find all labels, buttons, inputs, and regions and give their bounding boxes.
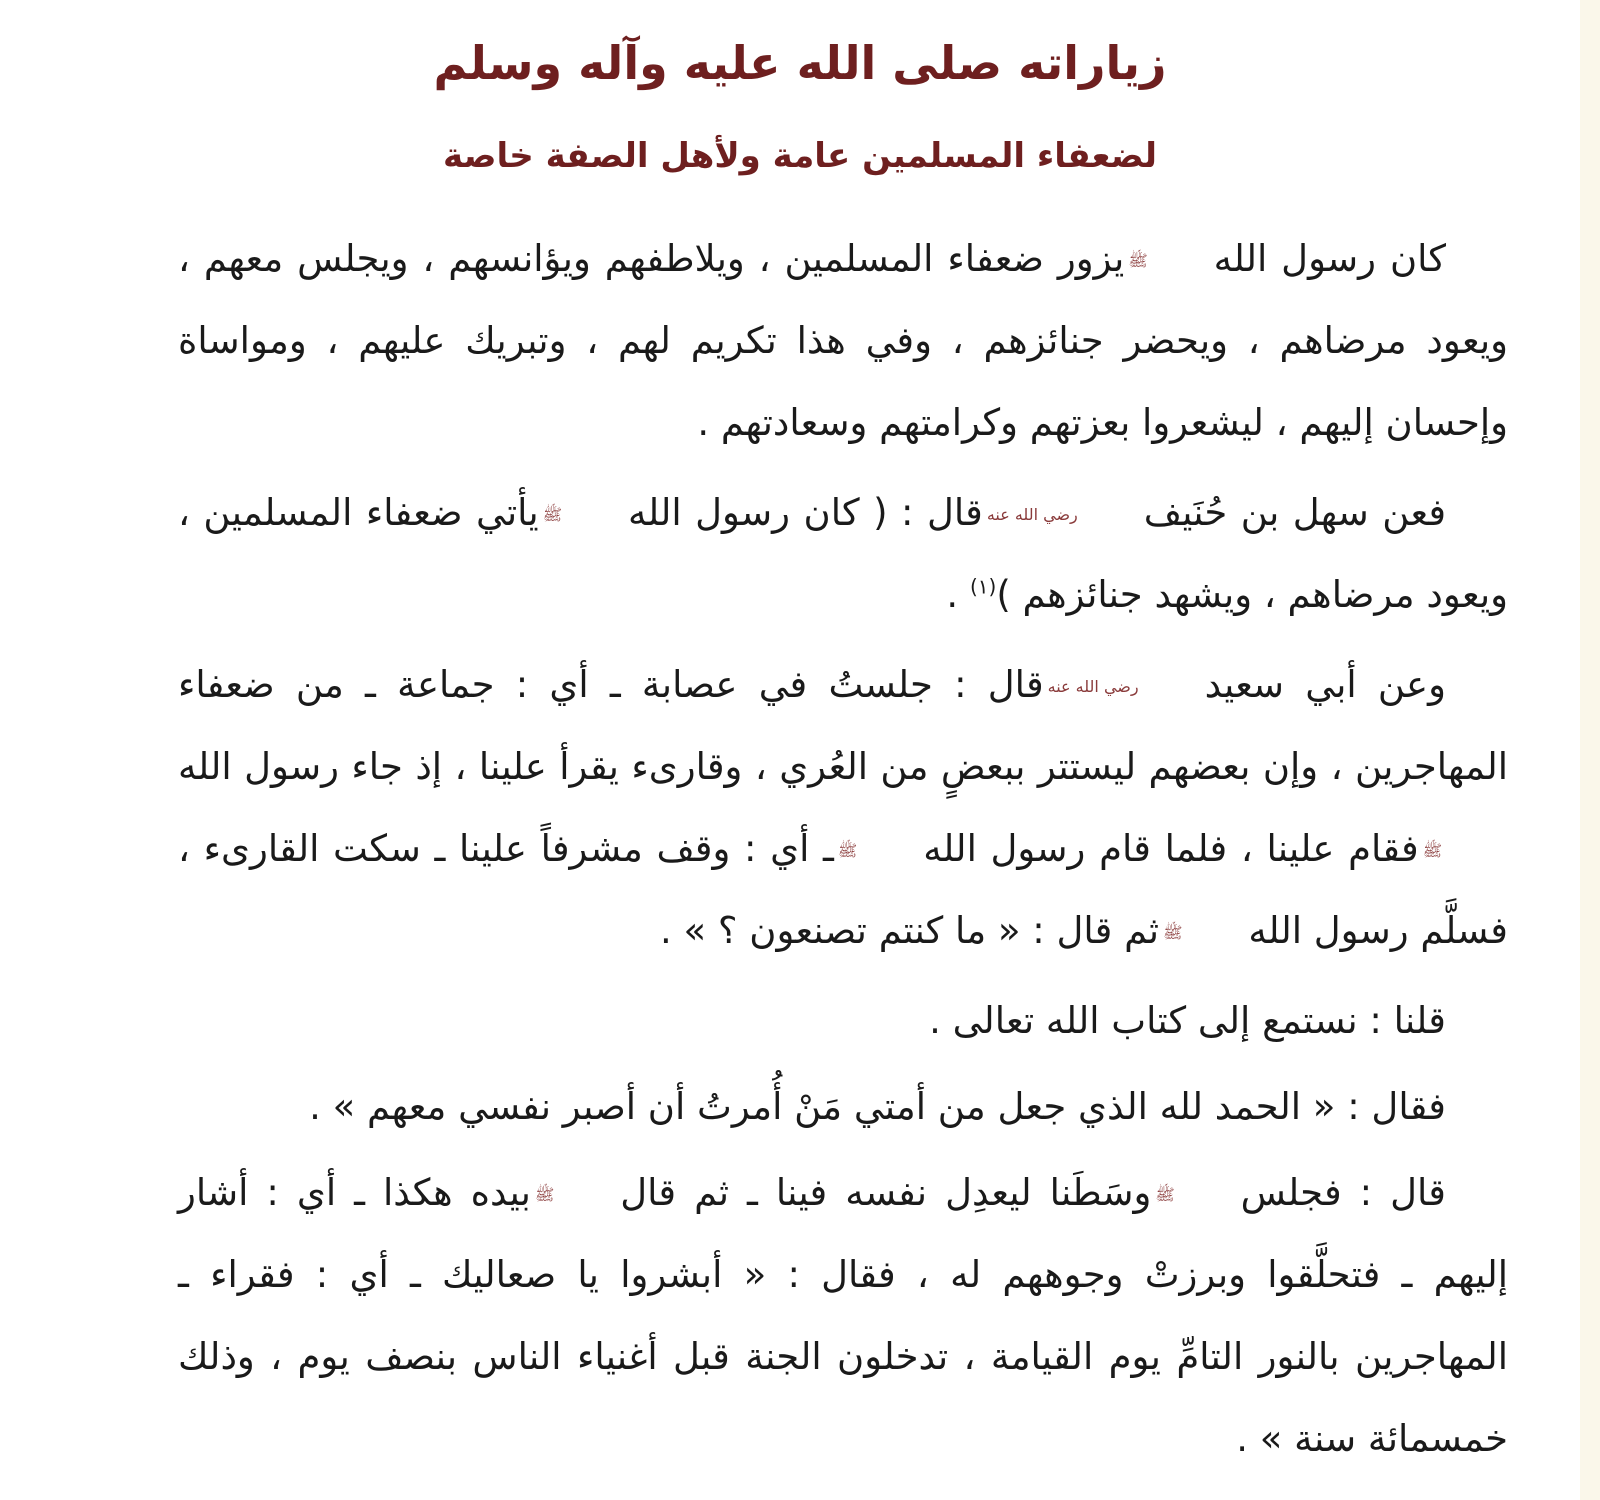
radiallahu-anhu-icon: رضي الله عنه — [986, 504, 1078, 524]
body-text — [178, 218, 1508, 1488]
salawat-icon: ﷺ — [1422, 840, 1443, 860]
paragraph-2-text-a: فعن سهل بن حُنَيف — [1143, 491, 1447, 534]
page-subtitle: لضعفاء المسلمين عامة ولأهل الصفة خاصة — [442, 136, 1158, 176]
salawat-icon: ﷺ — [837, 840, 858, 860]
footnote-marker[interactable]: (١) — [969, 574, 997, 599]
paragraph-6 — [178, 1152, 1508, 1480]
paragraph-3-text-d: ـ أي : وقف مشرفاً علينا ـ سكت القارىء ، فسلَّم رسول الله — [178, 827, 1508, 952]
paragraph-6-text-a: قال : فجلس — [1240, 1171, 1446, 1214]
paragraph-3-text-a: وعن أبي سعيد — [1204, 663, 1446, 706]
paragraph-3 — [178, 644, 1508, 972]
paragraph-2-end: . — [946, 573, 970, 616]
paragraph-1 — [178, 218, 1508, 464]
paragraph-3-text-b: قال : جلستُ في عصابة ـ أي : جماعة ـ من ضعفاء المهاجرين ، وإن بعضهم ليستتر ببعضٍ من العُري ، وقارىء يقرأ علينا ، إذ جاء رسول الله — [178, 663, 1508, 788]
page-title: زياراته صلى الله عليه وآله وسلم — [433, 36, 1167, 90]
paragraph-5: فقال : « الحمد لله الذي جعل من أمتي مَنْ أُمرتُ أن أصبر نفسي معهم » . — [309, 1085, 1446, 1128]
page-edge — [1580, 0, 1600, 1500]
salawat-icon: ﷺ — [1155, 1184, 1175, 1204]
paragraph-1-text-b: يزور ضعفاء المسلمين ، ويلاطفهم ويؤانسهم ، ويجلس معهم ، ويعود مرضاهم ، ويحضر جنائزهم ، وفي هذا تكريم لهم ، وتبريك عليهم ، ومواساة وإحسان إليهم ، ليشعروا بعزتهم وكرامتهم وسعادتهم . — [178, 237, 1508, 444]
salawat-icon: ﷺ — [542, 504, 563, 524]
paragraph-2-text-b: قال : ( كان رسول الله — [628, 491, 983, 534]
paragraph-3-text-e: ثم قال : « ما كنتم تصنعون ؟ » . — [659, 909, 1160, 952]
salawat-icon: ﷺ — [1163, 922, 1183, 942]
paragraph-3-text-c: فقام علينا ، فلما قام رسول الله — [923, 827, 1419, 870]
paragraph-2-text-c: يأتي ضعفاء المسلمين ، ويعود مرضاهم ، ويشهد جنائزهم ) — [178, 491, 1508, 616]
paragraph-6-text-b: وسَطَنا ليعدِل نفسه فينا ـ ثم قال — [620, 1171, 1152, 1214]
salawat-icon: ﷺ — [1128, 250, 1148, 270]
paragraph-1-text-a: كان رسول الله — [1213, 237, 1447, 280]
salawat-icon: ﷺ — [534, 1184, 555, 1204]
paragraph-4: قلنا : نستمع إلى كتاب الله تعالى . — [929, 999, 1446, 1042]
radiallahu-anhu-icon: رضي الله عنه — [1047, 676, 1139, 696]
paragraph-6-text-c: بيده هكذا ـ أي : أشار إليهم ـ فتحلَّقوا وبرزتْ وجوههم له ، فقال : « أبشروا يا صعاليك ـ أي : فقراء ـ المهاجرين بالنور التامِّ يوم القيامة ، تدخلون الجنة قبل أغنياء الناس بنصف يوم ، وذلك خمسمائة سنة » . — [178, 1171, 1508, 1460]
paragraph-2 — [178, 472, 1508, 636]
